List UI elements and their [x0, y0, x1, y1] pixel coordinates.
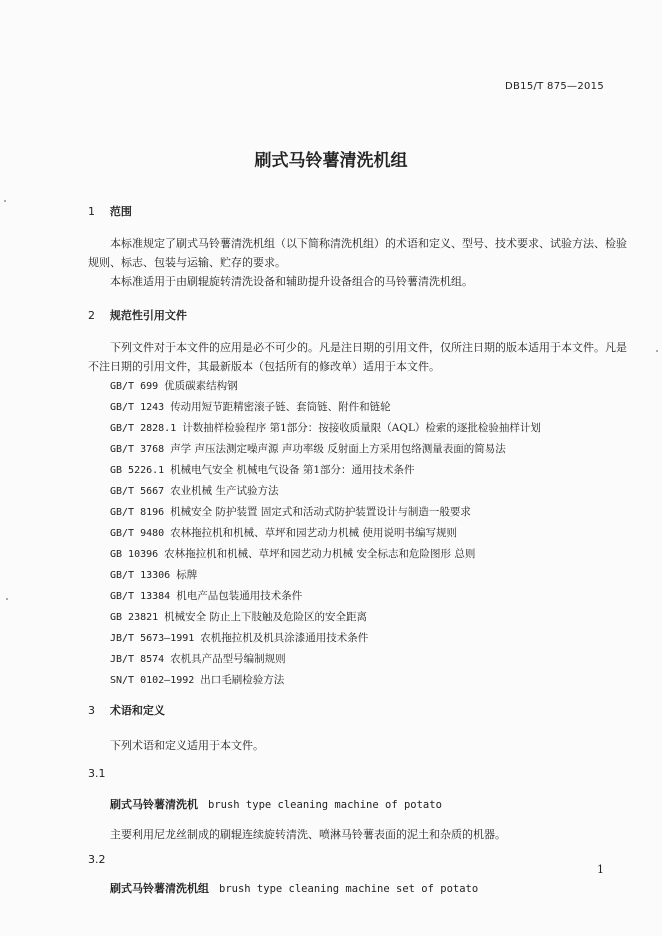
term-cn: 刷式马铃薯清洗机组 — [110, 882, 209, 895]
references-intro: 下列文件对于本文件的应用是必不可少的。凡是注日期的引用文件，仅所注日期的版本适用于本文件。凡是不注日期的引用文件，其最新版本（包括所有的修改单）适用于本文件。 — [88, 341, 627, 373]
standard-code: DB15/T 875—2015 — [505, 81, 604, 92]
term-number: 3.1 — [88, 767, 106, 780]
reference-item: GB/T 8196 机械安全 防护装置 固定式和活动式防护装置设计与制造一般要求 — [110, 506, 471, 518]
document-title: 刷式马铃薯清洗机组 — [254, 151, 408, 171]
reference-item: GB/T 3768 声学 声压法测定噪声源 声功率级 反射面上方采用包络测量表面的简易法 — [110, 443, 506, 455]
reference-item: GB/T 1243 传动用短节距精密滚子链、套筒链、附件和链轮 — [110, 401, 391, 413]
reference-item: GB/T 2828.1 计数抽样检验程序 第1部分：按接收质量限（AQL）检索的逐批检验抽样计划 — [110, 422, 541, 434]
section-title: 范围 — [109, 205, 132, 218]
term-en: brush type cleaning machine of potato — [208, 799, 442, 811]
reference-item: JB/T 8574 农机具产品型号编制规则 — [110, 653, 286, 665]
reference-item: GB 10396 农林拖拉机和机械、草坪和园艺动力机械 安全标志和危险图形 总则 — [110, 548, 476, 560]
term-heading — [110, 796, 442, 812]
section-title: 规范性引用文件 — [109, 309, 187, 322]
reference-item: SN/T 0102—1992 出口毛刷检验方法 — [110, 674, 285, 686]
term-definition: 主要利用尼龙丝制成的刷辊连续旋转清洗、喷淋马铃薯表面的泥土和杂质的机器。 — [110, 828, 506, 841]
reference-item: GB/T 5667 农业机械 生产试验方法 — [110, 485, 279, 497]
terms-intro: 下列术语和定义适用于本文件。 — [110, 739, 264, 752]
reference-item: GB/T 699 优质碳素结构钢 — [110, 380, 238, 392]
section-number: 2 — [88, 309, 95, 322]
reference-item: GB/T 9480 农林拖拉机和机械、草坪和园艺动力机械 使用说明书编写规则 — [110, 527, 458, 539]
scope-paragraph-1: 本标准规定了刷式马铃薯清洗机组（以下简称清洗机组）的术语和定义、型号、技术要求、试验方法、检验规则、标志、包装与运输、贮存的要求。 — [88, 237, 627, 269]
term-en: brush type cleaning machine set of potato — [219, 883, 479, 895]
term-number: 3.2 — [88, 853, 106, 866]
reference-item: GB 23821 机械安全 防止上下肢触及危险区的安全距离 — [110, 611, 368, 623]
scan-speck — [6, 598, 8, 600]
scope-paragraph-2: 本标准适用于由刷辊旋转清洗设备和辅助提升设备组合的马铃薯清洗机组。 — [110, 275, 473, 288]
section-number: 1 — [88, 205, 95, 218]
reference-item: GB 5226.1 机械电气安全 机械电气设备 第1部分：通用技术条件 — [110, 464, 415, 476]
reference-item: GB/T 13306 标牌 — [110, 569, 198, 581]
reference-item: GB/T 13384 机电产品包装通用技术条件 — [110, 590, 303, 602]
scan-speck — [4, 200, 6, 202]
term-cn: 刷式马铃薯清洗机 — [110, 798, 198, 811]
scan-speck — [656, 350, 658, 352]
term-heading — [110, 880, 478, 896]
section-heading-scope — [88, 203, 132, 219]
page-number: 1 — [597, 863, 604, 876]
reference-item: JB/T 5673—1991 农机拖拉机及机具涂漆通用技术条件 — [110, 632, 369, 644]
section-heading-terms — [88, 702, 165, 718]
section-heading-normative-references — [88, 307, 187, 323]
section-title: 术语和定义 — [109, 704, 165, 717]
section-number: 3 — [88, 704, 95, 717]
